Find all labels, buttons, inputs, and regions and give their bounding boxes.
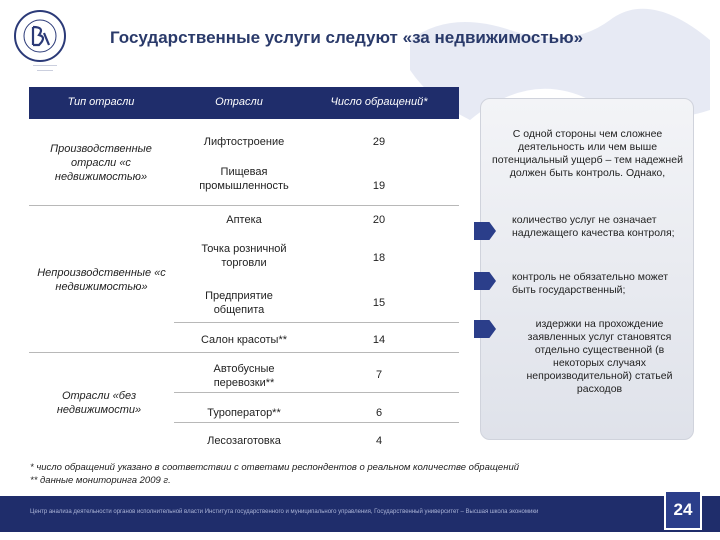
table-row-count: 4 bbox=[375, 435, 383, 447]
services-table bbox=[29, 87, 459, 457]
table-row-industry: Предприятие общепита bbox=[205, 290, 273, 316]
panel-point: издержки на прохождение заявленных услуг становятся отдельно существенной (в некоторых случаях непроизводительной) статьей расходов bbox=[526, 318, 673, 395]
table-row-industry: Аптека bbox=[226, 214, 262, 226]
table-row-industry: Точка розничной торговли bbox=[201, 243, 287, 269]
divider bbox=[174, 322, 459, 323]
group-nonproduction: Непроизводственные «с недвижимостью» bbox=[37, 267, 166, 293]
footer-text: Центр анализа деятельности органов исполнительной власти Института государственного и муниципального управления, Государственный университет – Высшая школа экономики bbox=[30, 509, 539, 515]
divider bbox=[29, 205, 459, 206]
table-row-count: 6 bbox=[375, 407, 383, 419]
panel-intro: С одной стороны чем сложнее деятельность или чем выше потенциальный ущерб – тем надежней должен быть контроль. Однако, bbox=[492, 128, 683, 179]
page-title: Государственные услуги следуют «за недвижимостью» bbox=[110, 28, 584, 47]
logo-emblem-icon bbox=[17, 13, 63, 59]
logo-caption: —————— ———— bbox=[33, 62, 57, 72]
table-row-count: 19 bbox=[372, 180, 386, 192]
panel-point: контроль не обязательно может быть государственный; bbox=[512, 271, 669, 296]
table-row-count: 29 bbox=[372, 136, 386, 148]
page-number: 24 bbox=[664, 490, 702, 530]
group-production: Производственные отрасли «с недвижимостью» bbox=[50, 143, 152, 183]
table-row-count: 7 bbox=[375, 369, 383, 381]
footer-bar bbox=[0, 496, 720, 532]
university-logo bbox=[14, 10, 66, 62]
table-row-count: 18 bbox=[372, 252, 386, 264]
panel-point: количество услуг не означает надлежащего качества контроля; bbox=[512, 214, 675, 239]
table-row-count: 15 bbox=[372, 297, 386, 309]
table-row-industry: Лесозаготовка bbox=[207, 435, 281, 447]
header-count: Число обращений* bbox=[330, 96, 428, 108]
group-no-property: Отрасли «без недвижимости» bbox=[56, 390, 142, 416]
footnote: * число обращений указано в соответствии с ответами респондентов о реальном количестве обращений bbox=[30, 462, 520, 473]
divider bbox=[174, 392, 459, 393]
header-type: Тип отрасли bbox=[67, 96, 135, 108]
footnote: ** данные мониторинга 2009 г. bbox=[30, 475, 171, 486]
table-row-count: 20 bbox=[372, 214, 386, 226]
table-row-count: 14 bbox=[372, 334, 386, 346]
table-row-industry: Автобусные перевозки** bbox=[213, 363, 275, 389]
table-row-industry: Лифтостроение bbox=[203, 136, 285, 148]
table-row-industry: Туроператор** bbox=[207, 407, 281, 419]
header-industry: Отрасли bbox=[215, 96, 263, 108]
table-row-industry: Пищевая промышленность bbox=[199, 166, 289, 192]
table-row-industry: Салон красоты** bbox=[200, 334, 288, 346]
divider bbox=[29, 352, 459, 353]
divider bbox=[174, 422, 459, 423]
table-header bbox=[29, 87, 459, 119]
